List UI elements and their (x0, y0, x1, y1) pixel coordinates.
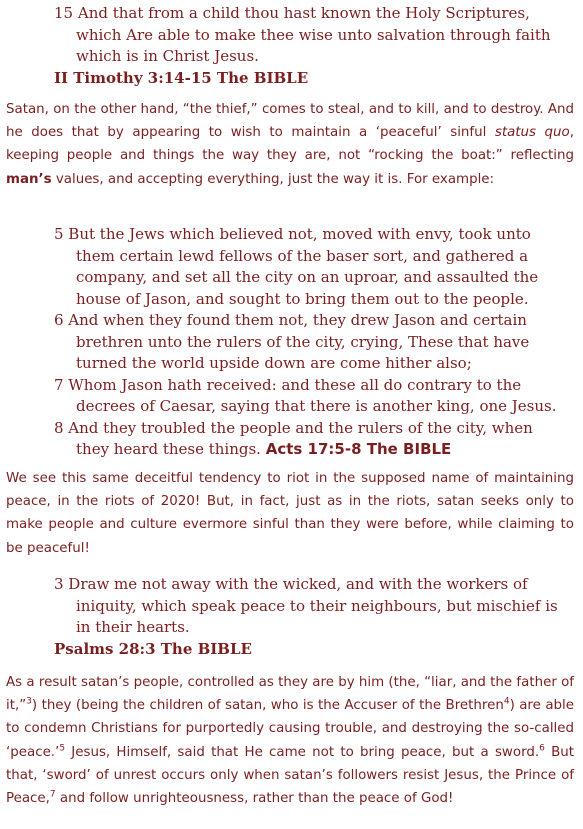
footnote-marker[interactable]: 4 (503, 696, 510, 707)
footnote-marker[interactable]: 3 (26, 696, 32, 707)
body-paragraph-satan: Satan, on the other hand, “the thief,” comes to steal, and to kill, and to destroy. And he does that by appearing to wish to maintain a ‘peaceful’ sinful status quo, keeping people and things the way they are, not “rocking the boat:” reflecting man’s values, and accepting everything, just the way it is. For example: (6, 102, 574, 187)
verse-15: 15 And that from a child thou hast known the Holy Scriptures, which Are able to make thee wise unto salvation through faith which is in Christ Jesus. (54, 4, 551, 65)
italic-phrase: status quo (494, 125, 570, 141)
scripture-reference: Psalms 28:3 The BIBLE (54, 639, 252, 658)
verse-8: 8 And they troubled the people and the rulers of the city, when they heard these things. Acts 17:5-8 The BIBLE (54, 418, 533, 458)
footnote-marker[interactable]: 7 (49, 789, 56, 800)
footnote-marker[interactable]: 5 (59, 743, 66, 754)
body-paragraph-result: As a result satan’s people, controlled as they are by him (the, “liar, and the father of it,”$^3$) they (being the children of satan, who is the Accuser of the Brethren$^4$) are able to condemn Christians for purportedly causing trouble, and destroying the so-called ‘peace.’$^5$ Jesus, Himself, said that He came not to bring peace, but a sword.$^6$ But that, ‘sword’ of unrest occurs only when satan’s followers resist Jesus, the Prince of Peace,$^7$ and follow unrighteousness, rather than the peace of God! (6, 675, 574, 807)
verse-3: 3 Draw me not away with the wicked, and with the workers of iniquity, which speak peace to their neighbours, but mischief is in their hearts. (54, 575, 558, 636)
verse-6: 6 And when they found them not, they drew Jason and certain brethren unto the rulers of the city, crying, These that have turned the world upside down are come hither also; (54, 311, 530, 372)
scripture-quote-timothy (54, 3, 568, 89)
body-paragraph-riots: We see this same deceitful tendency to riot in the supposed name of maintaining peace, in the riots of 2020! But, in fact, just as in the riots, satan seeks only to make people and culture evermore sinful than they were before, while claiming to be peaceful! (6, 471, 574, 556)
scripture-reference: Acts 17:5-8 The BIBLE (265, 440, 452, 458)
scripture-quote-psalms (54, 574, 568, 660)
bold-word: man’s (6, 171, 52, 187)
verse-7: 7 Whom Jason hath received: and these all do contrary to the decrees of Caesar, saying that there is another king, one Jesus. (54, 375, 557, 415)
scripture-quote-acts (54, 224, 568, 461)
scripture-reference: II Timothy 3:14-15 The BIBLE (54, 68, 309, 87)
footnote-marker[interactable]: 6 (539, 743, 545, 754)
verse-5: 5 But the Jews which believed not, moved with envy, took unto them certain lewd fellows of the baser sort, and gathered a company, and set all the city on an uproar, and assaulted the house of Jason, and sought to bring them out to the people. (54, 225, 539, 308)
